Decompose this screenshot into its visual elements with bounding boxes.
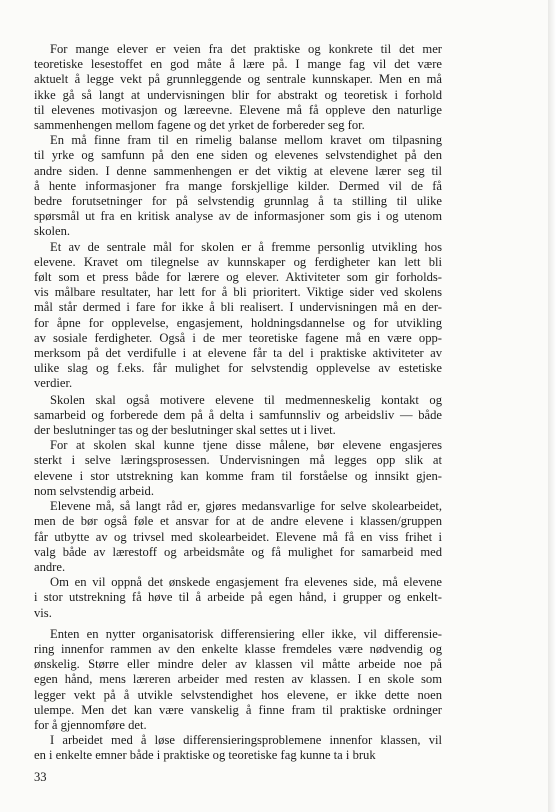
text-line: vis målbare resultater, har lett for å bli prioritert. Viktige sider ved skolens <box>34 285 442 300</box>
text-line: skolen. <box>34 224 71 239</box>
text-line: For mange elever er veien fra det praktiske og konkrete til det mer <box>50 42 442 56</box>
paragraph <box>34 393 442 439</box>
text-line: Om en vil oppnå det ønskede engasjement fra elevenes side, må elevene <box>50 575 442 590</box>
text-line: sammenhengen mellom fagene og det yrket de forbereder seg for. <box>34 118 365 133</box>
text-line: En må finne fram til en rimelig balanse mellom kravet om tilpasning <box>50 133 442 148</box>
paragraph <box>34 240 442 392</box>
text-line: egen hånd, mens læreren arbeider med resten av klassen. I en skole som <box>34 672 442 687</box>
text-line: elevene i stor utstrekning kan komme fram til forståelse og innsikt gjen- <box>34 468 442 483</box>
text-line: ulike slag og f.eks. får mulighet for selvstendig opplevelse av estetiske <box>34 361 442 376</box>
text-line: andre. <box>34 559 66 574</box>
text-line: å hente informasjoner fra mange forskjellige kilder. Dermed vil de få <box>34 178 442 193</box>
text-line: ulempe. Men det kan være vanskelig å finne fram til praktiske ordninger <box>34 702 442 717</box>
text-line: aktuelt å legge vekt på grunnleggende og sentrale kunnskaper. Men en må <box>34 72 442 87</box>
text-line: teoretiske lesestoffet en god måte å lære på. I mange fag vil det være <box>34 57 442 72</box>
text-line: bedre forutsetninger for på selvstendig grunnlag å ta stilling til ulike <box>34 194 442 209</box>
body-text <box>34 42 442 764</box>
text-line: andre siden. I denne sammenhengen er det viktig at elevene lærer seg til <box>34 163 442 178</box>
text-line: en i enkelte emner både i praktiske og teoretiske fag kunne ta i bruk <box>34 748 376 763</box>
page-number: 33 <box>34 770 47 784</box>
text-line: samarbeid og forberede dem på å delta i samfunnsliv og arbeidsliv — både <box>34 407 442 422</box>
paragraph <box>34 133 442 239</box>
text-line: for åpne for opplevelse, engasjement, holdningsdannelse og for utvikling <box>34 315 442 330</box>
text-line: merksom på det verdifulle i at elevene får ta del i praktiske aktiviteter av <box>34 346 442 361</box>
text-line: i stor utstrekning få høve til å arbeide på egen hånd, i grupper og enkelt- <box>34 590 442 605</box>
text-line: verdier. <box>34 376 73 391</box>
text-line: Skolen skal også motivere elevene til medmenneskelig kontakt og <box>50 392 442 407</box>
paragraph <box>34 627 442 733</box>
text-line: Et av de sentrale mål for skolen er å fremme personlig utvikling hos <box>50 239 442 254</box>
text-line: for å gjennomføre det. <box>34 717 147 732</box>
text-line: Enten en nytter organisatorisk differensiering eller ikke, vil differensie- <box>50 626 442 641</box>
text-line: følt som et press både for lærere og elever. Aktiviteter som gir forholds- <box>34 270 442 285</box>
text-line: Elevene må, så langt råd er, gjøres medansvarlige for selve skolearbeidet, <box>50 499 442 514</box>
text-line: vis. <box>34 605 52 620</box>
text-line: spørsmål ut fra en kritisk analyse av de informasjoner som gis i og utenom <box>34 209 442 224</box>
text-line: men de bør også føle et ansvar for at de andre elevene i klassen/gruppen <box>34 514 442 529</box>
text-line: til elevenes motivasjon og læreevne. Elevene må få oppleve den naturlige <box>34 102 442 117</box>
page-edge <box>548 0 556 812</box>
text-line: nom selvstendig arbeid. <box>34 483 154 498</box>
text-line: får utbytte av og trivsel med skolearbeidet. Elevene må få en viss frihet i <box>34 529 442 544</box>
paragraph <box>34 499 442 575</box>
text-line: legger vekt på å utvikle selvstendighet hos elevene, er ikke dette noen <box>34 687 442 702</box>
text-line: sterkt i selve læringsprosessen. Undervisningen må legges opp slik at <box>34 453 442 468</box>
text-line: av sosiale ferdigheter. Også i de mer teoretiske fagene må en være opp- <box>34 330 442 345</box>
text-line: ønskelig. Større eller mindre deler av klassen vil måtte arbeide noe på <box>34 657 442 672</box>
text-line: For at skolen skal kunne tjene disse målene, bør elevene engasjeres <box>50 438 442 453</box>
paragraph <box>34 42 442 133</box>
paragraph <box>34 733 442 763</box>
text-line: der beslutninger tas og der beslutninger skal settes ut i livet. <box>34 423 336 438</box>
text-line: til yrke og samfunn på den ene siden og elevenes selvstendighet på den <box>34 148 442 163</box>
paragraph <box>34 438 442 499</box>
text-line: ikke gå så langt at undervisningen blir for abstrakt og teoretisk i forhold <box>34 87 442 102</box>
paragraph <box>34 575 442 621</box>
text-line: ring innenfor rammen av den enkelte klasse fremdeles være nødvendig og <box>34 641 442 656</box>
text-line: I arbeidet med å løse differensieringsproblemene innenfor klassen, vil <box>50 733 442 748</box>
text-line: mål står dermed i fare for ikke å bli realisert. I undervisningen må en der- <box>34 300 442 315</box>
text-line: valg både av lærestoff og arbeidsmåte og få mulighet for samarbeid med <box>34 544 442 559</box>
text-line: elevene. Kravet om tilegnelse av kunnskaper og ferdigheter kan lett bli <box>34 254 442 269</box>
